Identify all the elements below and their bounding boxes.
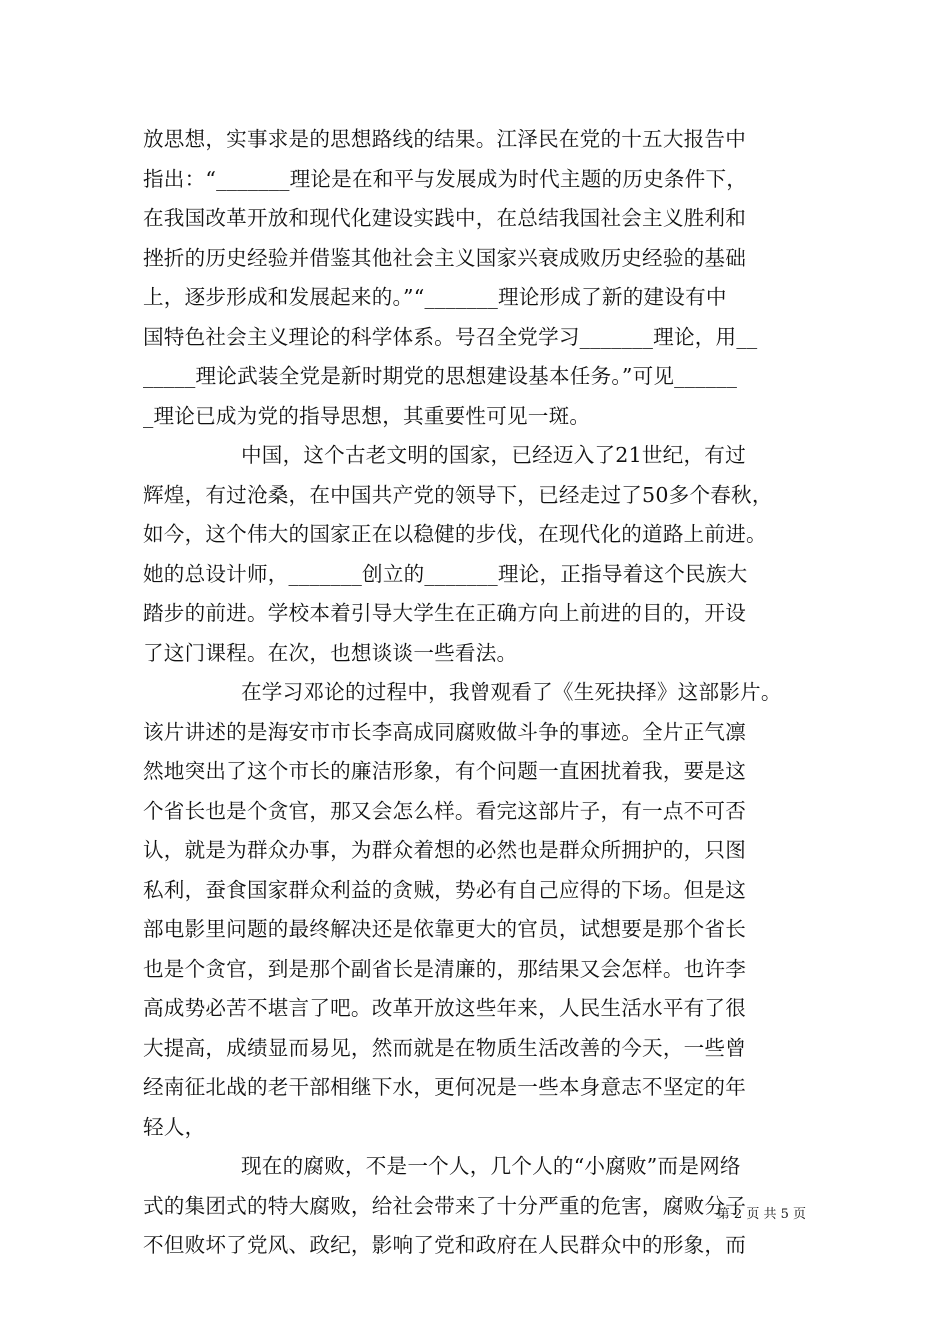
document-body [143, 120, 813, 1266]
text-line: 该片讲述的是海安市市长李高成同腐败做斗争的事迹。全片正气凛 [143, 719, 747, 744]
text-line: _理论已成为党的指导思想，其重要性可见一斑。 [143, 403, 591, 428]
text-line: 然地突出了这个市长的廉洁形象，有个问题一直困扰着我，要是这 [143, 759, 747, 783]
paragraph [143, 673, 813, 1147]
text-line: 高成势必苦不堪言了吧。改革开放这些年来，人民生活水平有了很 [143, 996, 747, 1020]
text-line: _____理论武装全党是新时期党的思想建设基本任务。”可见______ [143, 364, 738, 388]
text-line: 中国，这个古老文明的国家，已经迈入了21世纪，有过 [241, 443, 746, 467]
text-line: 放思想，实事求是的思想路线的结果。江泽民在党的十五大报告中 [143, 127, 747, 151]
text-line: 现在的腐败，不是一个人，几个人的“小腐败”而是网络 [241, 1154, 741, 1178]
text-line: 轻人， [143, 1114, 206, 1139]
text-line: 在我国改革开放和现代化建设实践中，在总结我国社会主义胜利和 [143, 206, 747, 230]
text-line: 式的集团式的特大腐败，给社会带来了十分严重的危害，腐败分子 [143, 1193, 747, 1218]
paragraph [143, 436, 813, 673]
text-line: 挫折的历史经验并借鉴其他社会主义国家兴衰成败历史经验的基础 [143, 245, 747, 270]
text-line: 认，就是为群众办事，为群众着想的必然也是群众所拥护的，只图 [143, 838, 747, 862]
page-footer: 第 2 页 共 5 页 [716, 1207, 806, 1222]
paragraph [143, 120, 813, 436]
text-line: 个省长也是个贪官，那又会怎么样。看完这部片子，有一点不可否 [143, 798, 747, 823]
text-line: 私利，蚕食国家群众利益的贪贼，势必有自己应得的下场。但是这 [143, 877, 747, 902]
text-line: 国特色社会主义理论的科学体系。号召全党学习_______理论，用__ [143, 324, 758, 349]
text-line: 经南征北战的老干部相继下水，更何况是一些本身意志不坚定的年 [143, 1075, 747, 1099]
text-line: 踏步的前进。学校本着引导大学生在正确方向上前进的目的，开设 [143, 601, 747, 625]
text-line: 她的总设计师，_______创立的_______理论，正指导着这个民族大 [143, 561, 748, 586]
text-line: 了这门课程。在次，也想谈谈一些看法。 [143, 640, 518, 665]
text-line: 也是个贪官，到是那个副省长是清廉的，那结果又会怎样。也许李 [143, 956, 747, 981]
text-line: 在学习邓论的过程中，我曾观看了《生死抉择》这部影片。 [241, 680, 782, 704]
text-line: 辉煌，有过沧桑，在中国共产党的领导下，已经走过了50多个春秋， [143, 482, 773, 507]
text-line: 大提高，成绩显而易见，然而就是在物质生活改善的今天，一些曾 [143, 1035, 747, 1060]
text-line: 如今，这个伟大的国家正在以稳健的步伐，在现代化的道路上前进。 [143, 522, 767, 546]
text-line: 指出：“_______理论是在和平与发展成为时代主题的历史条件下， [143, 166, 748, 191]
text-line: 上，逐步形成和发展起来的。”“_______理论形成了新的建设有中 [143, 285, 727, 309]
text-line: 不但败坏了党风、政纪，影响了党和政府在人民群众中的形象，而 [143, 1233, 747, 1257]
text-line: 部电影里问题的最终解决还是依靠更大的官员，试想要是那个省长 [143, 917, 747, 941]
